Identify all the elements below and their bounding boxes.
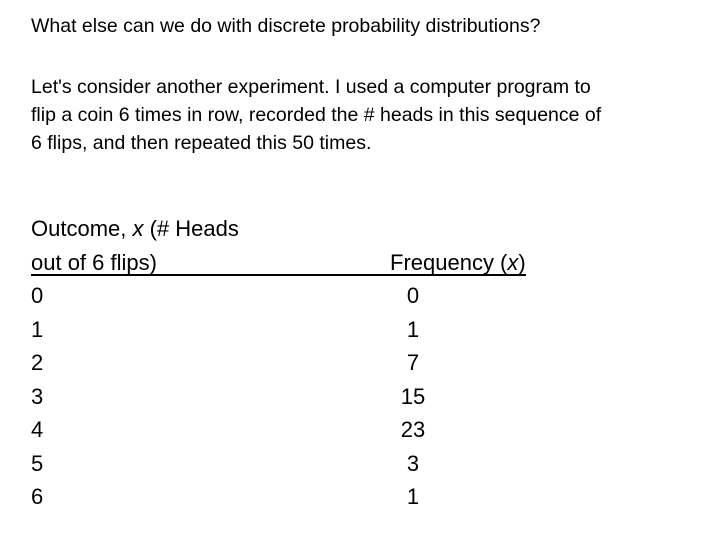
intro-line: flip a coin 6 times in row, recorded the # heads in this sequence of bbox=[31, 104, 602, 126]
table-row bbox=[31, 413, 591, 447]
table-header-row-1 bbox=[31, 212, 591, 246]
table-row bbox=[31, 447, 591, 481]
frequency-table bbox=[31, 212, 591, 514]
table-row bbox=[31, 313, 591, 347]
table-row bbox=[31, 346, 591, 380]
outcome-header-suffix: (# Heads bbox=[143, 216, 239, 241]
table-row bbox=[31, 279, 591, 313]
outcome-cell: 1 bbox=[31, 316, 44, 342]
slide-title: What else can we do with discrete probability distributions? bbox=[31, 15, 541, 37]
outcome-cell: 3 bbox=[31, 383, 44, 409]
frequency-cell: 7 bbox=[406, 350, 420, 375]
intro-line: 6 flips, and then repeated this 50 times. bbox=[31, 132, 372, 154]
outcome-header-line-1 bbox=[31, 212, 239, 246]
outcome-header-variable: x bbox=[132, 216, 144, 241]
outcome-cell: 0 bbox=[31, 283, 44, 308]
table-row bbox=[31, 480, 591, 514]
frequency-cell: 1 bbox=[406, 484, 420, 509]
table-header-row-2 bbox=[31, 246, 591, 280]
outcome-cell: 4 bbox=[31, 417, 44, 442]
frequency-cell: 3 bbox=[406, 450, 420, 476]
outcome-cell: 5 bbox=[31, 450, 44, 476]
outcome-cell: 2 bbox=[31, 350, 44, 375]
frequency-header-prefix: Frequency ( bbox=[390, 249, 508, 275]
frequency-cell: 23 bbox=[400, 417, 426, 442]
intro-line: Let's consider another experiment. I used a computer program to bbox=[31, 76, 591, 98]
frequency-header-suffix: ) bbox=[518, 249, 526, 275]
intro-paragraph bbox=[31, 73, 701, 157]
outcome-header-line-2: out of 6 flips) bbox=[31, 246, 391, 276]
frequency-header-variable: x bbox=[507, 249, 519, 275]
outcome-header-prefix: Outcome, bbox=[31, 216, 133, 241]
frequency-cell: 0 bbox=[406, 283, 420, 308]
frequency-header bbox=[390, 246, 526, 276]
outcome-cell: 6 bbox=[31, 484, 44, 509]
frequency-cell: 1 bbox=[406, 316, 420, 342]
frequency-cell: 15 bbox=[400, 383, 426, 409]
table-row bbox=[31, 380, 591, 414]
